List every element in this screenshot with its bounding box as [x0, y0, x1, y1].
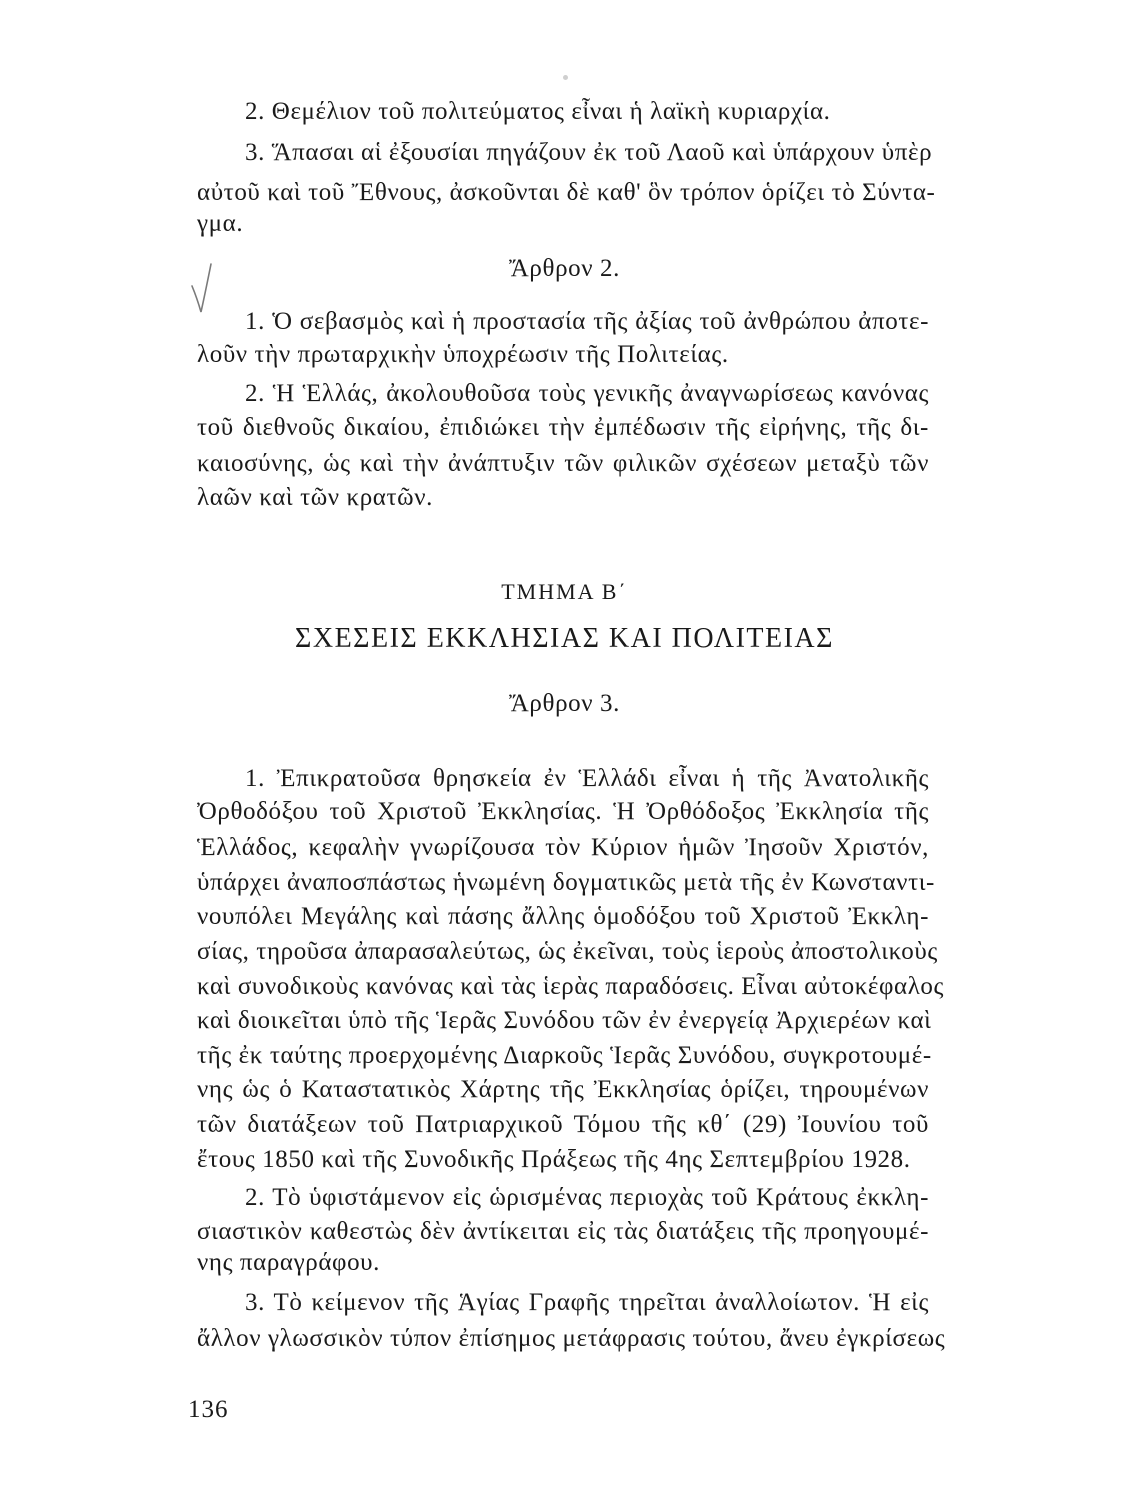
paragraph-line: 2. Τὸ ὑφιστάμενον εἰς ὡρισμένας περιοχὰς τοῦ Κράτους ἐκκλη- [245, 1184, 929, 1211]
paragraph-line: 1. Ἐπικρατοῦσα θρησκεία ἐν Ἑλλάδι εἶναι ἡ τῆς Ἀνατολικῆς [245, 765, 929, 792]
paragraph-line: νης παραγράφου. [197, 1249, 380, 1276]
paragraph-line: Ὀρθοδόξου τοῦ Χριστοῦ Ἐκκλησίας. Ἡ Ὀρθόδοξος Ἐκκλησία τῆς [197, 798, 929, 825]
paragraph-line: λαῶν καὶ τῶν κρατῶν. [197, 484, 433, 511]
paragraph-line: 2. Θεμέλιον τοῦ πολιτεύματος εἶναι ἡ λαϊκὴ κυριαρχία. [245, 98, 831, 125]
paragraph-line: τῆς ἐκ ταύτης προερχομένης Διαρκοῦς Ἱερᾶς Συνόδου, συγκροτουμέ- [197, 1042, 932, 1069]
paragraph-line: νης ὡς ὁ Καταστατικὸς Χάρτης τῆς Ἐκκλησίας ὁρίζει, τηρουμένων [197, 1076, 929, 1103]
speck-mark [563, 75, 568, 80]
paragraph-line: 3. Ἅπασαι αἱ ἐξουσίαι πηγάζουν ἐκ τοῦ Λαοῦ καὶ ὑπάρχουν ὑπὲρ [245, 139, 933, 166]
paragraph-line: ἔτους 1850 καὶ τῆς Συνοδικῆς Πράξεως τῆς 4ης Σεπτεμβρίου 1928. [197, 1146, 911, 1173]
article-heading: Ἄρθρον 2. [509, 255, 620, 282]
paragraph-line: καὶ διοικεῖται ὑπὸ τῆς Ἱερᾶς Συνόδου τῶν ἐν ἐνεργείᾳ Ἀρχιερέων καὶ [197, 1007, 932, 1034]
paragraph-line: γμα. [197, 210, 244, 237]
paragraph-line: τοῦ διεθνοῦς δικαίου, ἐπιδιώκει τὴν ἐμπέδωσιν τῆς εἰρήνης, τῆς δι- [197, 414, 929, 441]
paragraph-line: 2. Ἡ Ἑλλάς, ἀκολουθοῦσα τοὺς γενικῆς ἀναγνωρίσεως κανόνας [245, 380, 929, 407]
page-number: 136 [188, 1396, 229, 1423]
paragraph-line: καιοσύνης, ὡς καὶ τὴν ἀνάπτυξιν τῶν φιλικῶν σχέσεων μεταξὺ τῶν [197, 450, 929, 477]
paragraph-line: ὑπάρχει ἀναποσπάστως ἡνωμένη δογματικῶς μετὰ τῆς ἐν Κωνσταντι- [197, 869, 935, 896]
section-title: ΣΧΕΣΕΙΣ ΕΚΚΛΗΣΙΑΣ ΚΑΙ ΠΟΛΙΤΕΙΑΣ [295, 623, 834, 654]
paragraph-line: τῶν διατάξεων τοῦ Πατριαρχικοῦ Τόμου τῆς κθ΄ (29) Ἰουνίου τοῦ [197, 1111, 929, 1138]
article-heading: Ἄρθρον 3. [509, 690, 620, 717]
paragraph-line: 3. Τὸ κείμενον τῆς Ἁγίας Γραφῆς τηρεῖται ἀναλλοίωτον. Ἡ εἰς [245, 1289, 929, 1316]
section-label: ΤΜΗΜΑ Β΄ [501, 579, 628, 604]
paragraph-line: αὐτοῦ καὶ τοῦ Ἔθνους, ἀσκοῦνται δὲ καθ' ὃν τρόπον ὁρίζει τὸ Σύντα- [197, 179, 936, 206]
paragraph-line: 1. Ὁ σεβασμὸς καὶ ἡ προστασία τῆς ἀξίας τοῦ ἀνθρώπου ἀποτε- [245, 308, 929, 335]
paragraph-line: σίας, τηροῦσα ἀπαρασαλεύτως, ὡς ἐκεῖναι, τοὺς ἱεροὺς ἀποστολικοὺς [197, 938, 938, 965]
paragraph-line: νουπόλει Μεγάλης καὶ πάσης ἄλλης ὁμοδόξου τοῦ Χριστοῦ Ἐκκλη- [197, 903, 929, 930]
paragraph-line: ἄλλον γλωσσικὸν τύπον ἐπίσημος μετάφρασις τούτου, ἄνευ ἐγκρίσεως [197, 1325, 946, 1352]
paragraph-line: λοῦν τὴν πρωταρχικὴν ὑποχρέωσιν τῆς Πολιτείας. [197, 341, 729, 368]
paragraph-line: σιαστικὸν καθεστὼς δὲν ἀντίκειται εἰς τὰς διατάξεις τῆς προηγουμέ- [197, 1218, 929, 1245]
paragraph-line: Ἑλλάδος, κεφαλὴν γνωρίζουσα τὸν Κύριον ἡμῶν Ἰησοῦν Χριστόν, [197, 834, 929, 861]
paragraph-line: καὶ συνοδικοὺς κανόνας καὶ τὰς ἱερὰς παραδόσεις. Εἶναι αὐτοκέφαλος [197, 973, 945, 1000]
